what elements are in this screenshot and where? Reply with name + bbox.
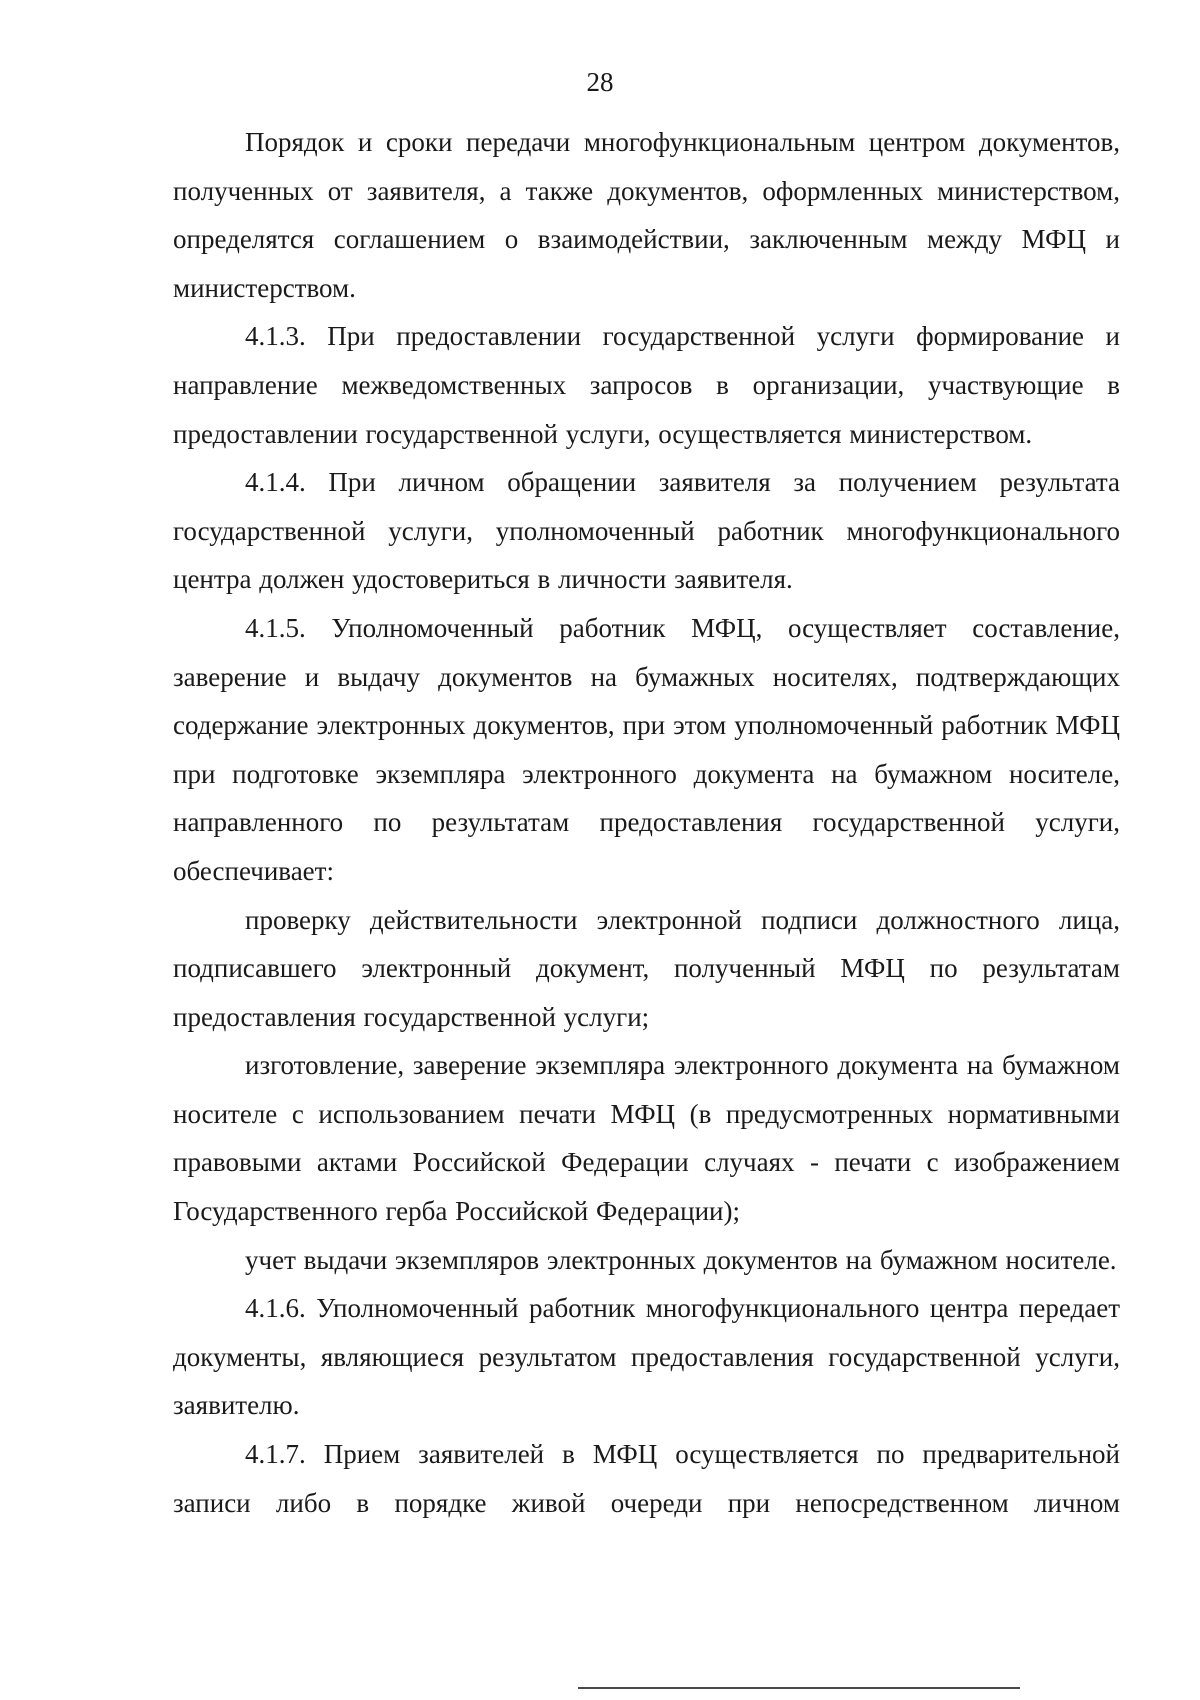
document-body bbox=[173, 118, 1120, 1527]
paragraph-transfer-procedure: Порядок и сроки передачи многофункциональным центром документов, полученных от заявителя, а также документов, оформленных министерством, определятся соглашением о взаимодействии, заключенным между МФЦ и министерством. bbox=[173, 127, 1120, 303]
page-number: 28 bbox=[586, 67, 614, 97]
footer-rule bbox=[578, 1687, 1020, 1689]
paragraph-4-1-7: 4.1.7. Прием заявителей в МФЦ осуществляется по предварительной записи либо в порядке живой очереди при непосредственном личном bbox=[173, 1439, 1120, 1518]
paragraph-certification: изготовление, заверение экземпляра электронного документа на бумажном носителе с использованием печати МФЦ (в предусмотренных нормативными правовыми актами Российской Федерации случаях - печати с изображением Государственного герба Российской Федерации); bbox=[173, 1050, 1120, 1227]
paragraph-4-1-5: 4.1.5. Уполномоченный работник МФЦ, осуществляет составление, заверение и выдачу документов на бумажных носителях, подтверждающих содержание электронных документов, при этом уполномоченный работник МФЦ при подготовке экземпляра электронного документа на бумажном носителе, направленного по результатам предоставления государственной услуги, обеспечивает: bbox=[173, 612, 1120, 886]
paragraph-signature-check: проверку действительности электронной подписи должностного лица, подписавшего электронный документ, полученный МФЦ по результатам предоставления государственной услуги; bbox=[173, 904, 1120, 1032]
paragraph-4-1-6: 4.1.6. Уполномоченный работник многофункционального центра передает документы, являющиеся результатом предоставления государственной услуги, заявителю. bbox=[173, 1293, 1120, 1421]
paragraph-4-1-3: 4.1.3. При предоставлении государственной услуги формирование и направление межведомственных запросов в организации, участвующие в предоставлении государственной услуги, осуществляется министерством. bbox=[173, 321, 1120, 449]
paragraph-4-1-4: 4.1.4. При личном обращении заявителя за получением результата государственной услуги, уполномоченный работник многофункционального центра должен удостовериться в личности заявителя. bbox=[173, 467, 1120, 595]
paragraph-issuance-record: учет выдачи экземпляров электронных документов на бумажном носителе. bbox=[245, 1244, 1117, 1275]
